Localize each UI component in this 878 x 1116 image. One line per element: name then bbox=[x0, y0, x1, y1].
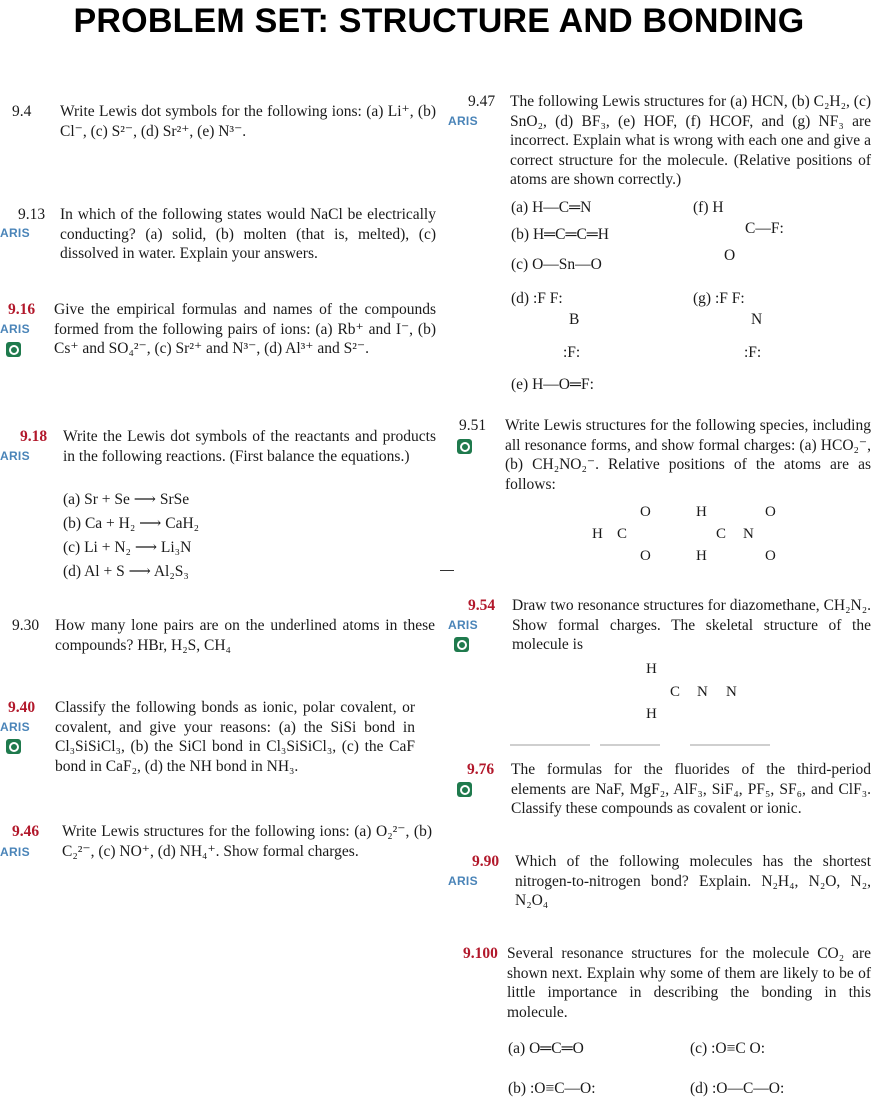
skeleton-atom: N bbox=[697, 684, 708, 700]
problem-number: 9.46 bbox=[12, 823, 40, 840]
quiz-icon bbox=[6, 739, 21, 754]
skeleton-atom: O bbox=[640, 548, 651, 564]
problem-number: 9.76 bbox=[467, 761, 495, 778]
quiz-icon bbox=[457, 782, 472, 797]
structure-b: (b) H═C═C═H bbox=[511, 226, 609, 243]
structure-g-bottom: :F: bbox=[744, 344, 762, 361]
aris-icon: ARIS bbox=[0, 226, 30, 240]
problem-text: Write the Lewis dot symbols of the reactants and products in the following reactions. (First balance the equations.) bbox=[63, 428, 436, 465]
structure-f: (f) H bbox=[693, 199, 724, 216]
problem-text: Draw two resonance structures for diazomethane, CH₂N₂. Show formal charges. The skeletal structure of the molecule is bbox=[512, 597, 871, 653]
skeleton-atom: H bbox=[646, 661, 657, 677]
cropped-text-line bbox=[510, 744, 590, 746]
problem-number: 9.51 bbox=[459, 417, 487, 434]
cropped-text-line bbox=[690, 744, 770, 746]
co2-structure-a: (a) O═C═O bbox=[508, 1040, 584, 1057]
problem-number: 9.90 bbox=[472, 853, 500, 870]
problem-number: 9.18 bbox=[20, 428, 48, 445]
aris-icon: ARIS bbox=[0, 720, 30, 734]
structure-f-right: C—F: bbox=[745, 220, 784, 237]
problem-text: Which of the following molecules has the shortest nitrogen-to-nitrogen bond? Explain. N₂H₄, N₂O, N₂, N₂O₄ bbox=[515, 853, 871, 909]
co2-structure-d: (d) :O—C—O: bbox=[690, 1080, 785, 1097]
problem-number: 9.47 bbox=[468, 93, 496, 110]
skeleton-atom: H bbox=[696, 548, 707, 564]
problem-text: How many lone pairs are on the underlined atoms in these compounds? HBr, H₂S, CH₄ bbox=[55, 617, 435, 654]
aris-icon: ARIS bbox=[0, 449, 30, 463]
problem-text: Give the empirical formulas and names of the compounds formed from the following pairs of ions: (a) Rb⁺ and I⁻, (b) Cs⁺ and SO₄²⁻, (c) Sr²⁺ and N³⁻, (d) Al³⁺ and S²⁻. bbox=[54, 301, 436, 357]
skeleton-atom: C bbox=[716, 526, 727, 542]
skeleton-atom: O bbox=[765, 548, 776, 564]
problem-number: 9.100 bbox=[463, 945, 498, 962]
problem-text: The following Lewis structures for (a) HCN, (b) C₂H₂, (c) SnO₂, (d) BF₃, (e) HOF, (f) HCOF, and (g) NF₃ are incorrect. Explain what is wrong with each one and give a correct structure for the molecule. (Relative positions of atoms are shown correctly.) bbox=[510, 93, 871, 188]
reaction-a: (a) Sr + Se ⟶ SrSe bbox=[63, 491, 190, 508]
aris-icon: ARIS bbox=[448, 114, 478, 128]
structure-d-center: B bbox=[569, 311, 580, 328]
problem-number: 9.4 bbox=[12, 103, 32, 120]
co2-structure-b: (b) :O≡C—O: bbox=[508, 1080, 596, 1097]
quiz-icon bbox=[6, 342, 21, 357]
problem-text: Classify the following bonds as ionic, polar covalent, or covalent, and give your reasons: (a) the SiSi bond in Cl₃SiSiCl₃, (b) the SiCl bond in Cl₃SiSiCl₃, (c) the CaF bond in CaF₂, (d) the NH bond in NH₃. bbox=[55, 699, 415, 775]
aris-icon: ARIS bbox=[0, 845, 30, 859]
skeleton-atom: N bbox=[743, 526, 754, 542]
aris-icon: ARIS bbox=[0, 322, 30, 336]
skeleton-atom: O bbox=[640, 504, 651, 520]
aris-icon: ARIS bbox=[448, 874, 478, 888]
skeleton-atom: H bbox=[646, 706, 657, 722]
quiz-icon bbox=[454, 637, 469, 652]
page-title: PROBLEM SET: STRUCTURE AND BONDING bbox=[73, 2, 805, 40]
structure-g: (g) :F F: bbox=[693, 290, 745, 307]
skeleton-atom: N bbox=[726, 684, 737, 700]
problem-number: 9.16 bbox=[8, 301, 36, 318]
skeleton-atom: O bbox=[765, 504, 776, 520]
problem-text: Several resonance structures for the molecule CO₂ are shown next. Explain why some of them are likely to be of little importance in describing the bonding in this molecule. bbox=[507, 945, 871, 1021]
skeleton-atom: C bbox=[670, 684, 681, 700]
problem-number: 9.30 bbox=[12, 617, 40, 634]
reaction-d: (d) Al + S ⟶ Al₂S₃ bbox=[63, 563, 189, 580]
divider bbox=[440, 570, 454, 571]
problem-text: The formulas for the fluorides of the third-period elements are NaF, MgF₂, AlF₃, SiF₄, PF₅, SF₆, and ClF₃. Classify these compounds as covalent or ionic. bbox=[511, 761, 871, 817]
structure-d-bottom: :F: bbox=[563, 344, 581, 361]
problem-number: 9.13 bbox=[18, 206, 46, 223]
problem-text: In which of the following states would NaCl be electrically conducting? (a) solid, (b) molten (that is, melted), (c) dissolved in water. Explain your answers. bbox=[60, 206, 436, 262]
structure-a: (a) H—C═N bbox=[511, 199, 592, 216]
cropped-text-line bbox=[600, 744, 660, 746]
problem-text: Write Lewis dot symbols for the following ions: (a) Li⁺, (b) Cl⁻, (c) S²⁻, (d) Sr²⁺, (e) N³⁻. bbox=[60, 103, 436, 140]
reaction-b: (b) Ca + H₂ ⟶ CaH₂ bbox=[63, 515, 200, 532]
structure-f-o: O bbox=[724, 247, 736, 264]
co2-structure-c: (c) :O≡C O: bbox=[690, 1040, 766, 1057]
problem-number: 9.40 bbox=[8, 699, 36, 716]
structure-d: (d) :F F: bbox=[511, 290, 563, 307]
skeleton-atom: C bbox=[617, 526, 628, 542]
structure-e: (e) H—O═F: bbox=[511, 376, 594, 393]
problem-text: Write Lewis structures for the following species, including all resonance forms, and show formal charges: (a) HCO₂⁻, (b) CH₂NO₂⁻. Relative positions of the atoms are as follows: bbox=[505, 417, 871, 493]
structure-g-center: N bbox=[751, 311, 763, 328]
aris-icon: ARIS bbox=[448, 618, 478, 632]
skeleton-atom: H bbox=[696, 504, 707, 520]
structure-c: (c) O—Sn—O bbox=[511, 256, 602, 273]
reaction-c: (c) Li + N₂ ⟶ Li₃N bbox=[63, 539, 192, 556]
quiz-icon bbox=[457, 439, 472, 454]
skeleton-atom: H bbox=[592, 526, 603, 542]
problem-number: 9.54 bbox=[468, 597, 496, 614]
problem-text: Write Lewis structures for the following ions: (a) O₂²⁻, (b) C₂²⁻, (c) NO⁺, (d) NH₄⁺. Show formal charges. bbox=[62, 823, 432, 860]
